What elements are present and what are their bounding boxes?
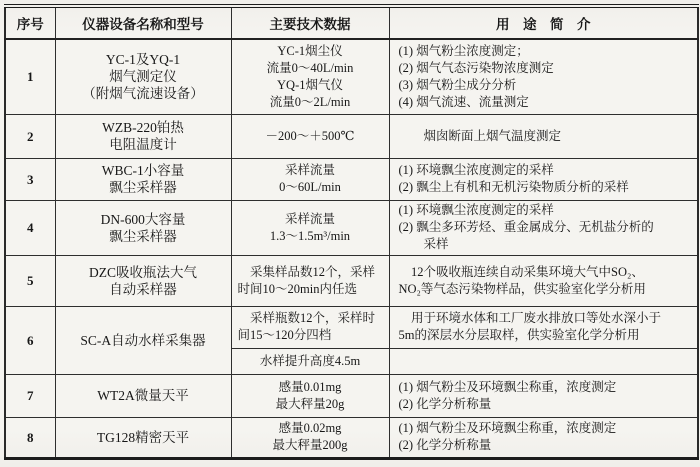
cell-line: WZB-220铂热 (102, 120, 184, 135)
row-4-name (55, 200, 231, 255)
cell-line: 0～60L/min (279, 180, 341, 194)
row-6-use (389, 306, 698, 348)
cell-line: 3 (27, 171, 34, 187)
cell-line: 采样 (398, 237, 449, 251)
cell-line: 采样流量 (284, 211, 335, 226)
cell-line: 1.3～1.5m³/min (269, 228, 351, 243)
cell-line: SC-A自动水样采集器 (80, 332, 206, 348)
cell-line: 用于环境水体和工厂废水排放口等处水深小于 (398, 311, 662, 325)
header-col-no: 序号 (5, 6, 55, 39)
row-1-name (55, 39, 231, 114)
header-col-use: 用 途 简 介 (389, 6, 698, 39)
row-5-no (5, 255, 55, 306)
cell-line: 感量0.01mg (278, 379, 342, 394)
cell-line: TG128精密天平 (96, 429, 190, 445)
cell-line: 8 (27, 429, 34, 445)
cell-line: 流量0～40L/min (266, 60, 354, 75)
cell-line: 飘尘采样器 (109, 228, 177, 244)
cell-line: 6 (27, 332, 34, 348)
cell-line: 自动采样器 (109, 281, 177, 297)
row-4-use (389, 200, 698, 255)
cell-line: (4) 烟气流速、流量测定 (398, 94, 529, 109)
table-row-8 (5, 417, 698, 458)
cell-line: 采集样品数12个，采样 (237, 264, 376, 279)
cell-line: YQ-1烟气仪 (277, 77, 343, 92)
cell-line: 最大秤量20g (275, 396, 345, 411)
cell-line: 水样提升高度4.5m (259, 353, 361, 368)
row-8-name (55, 417, 231, 458)
cell-line: (1) 烟气粉尘及环境飘尘称重，浓度测定 (398, 421, 617, 435)
cell-line: －200～＋500℃ (265, 128, 355, 143)
row-4-no (5, 200, 55, 255)
table-row-4 (5, 200, 698, 255)
cell-line: YC-1烟尘仪 (277, 43, 343, 58)
table-row-2 (5, 114, 698, 158)
cell-line: 采样流量 (284, 163, 335, 177)
row-6-name (55, 306, 231, 374)
cell-line: YC-1及YQ-1 (105, 52, 181, 68)
row-2-tech (231, 114, 389, 158)
table-row-6 (5, 306, 698, 348)
row-6-no (5, 306, 55, 374)
row-5-use (389, 255, 698, 306)
cell-line: WT2A微量天平 (97, 388, 189, 403)
cell-line: 感量0.02mg (278, 421, 342, 435)
cell-line: 2 (27, 128, 34, 144)
cell-line: (2) 化学分析称量 (398, 438, 492, 452)
cell-line: 12个吸收瓶连续自动采集环境大气中SO₂、 (398, 264, 644, 279)
header-col-name: 仪器设备名称和型号 (55, 6, 231, 39)
cell-line: 5m的深层水分层取样，供实验室化学分析用 (398, 328, 640, 342)
cell-line: (2) 飘尘多环芳烃、重金属成分、无机盐分析的 (398, 220, 654, 234)
row-4-tech (231, 200, 389, 255)
row-1-tech (231, 39, 389, 114)
row-3-no (5, 158, 55, 200)
row-8-no (5, 417, 55, 458)
cell-line: WBC-1小容量 (101, 163, 185, 178)
table-row-5 (5, 255, 698, 306)
cell-line: 1 (27, 69, 34, 85)
cell-line: (3) 烟气粉尘成分分析 (398, 77, 517, 92)
cell-line: 时间10～20min内任选 (237, 281, 357, 296)
row-6-tech-sub (231, 348, 389, 374)
table-row-1 (5, 39, 698, 114)
row-8-tech (231, 417, 389, 458)
row-1-no (5, 39, 55, 114)
row-2-name (55, 114, 231, 158)
cell-line: （附烟气流速设备） (82, 86, 204, 102)
row-2-no (5, 114, 55, 158)
row-8-use (389, 417, 698, 458)
table-row-3 (5, 158, 698, 200)
row-3-tech (231, 158, 389, 200)
row-3-use (389, 158, 698, 200)
cell-line: 烟气测定仪 (109, 69, 177, 85)
cell-line: (2) 化学分析称量 (398, 396, 492, 411)
cell-line: (1) 烟气粉尘及环境飘尘称重，浓度测定 (398, 379, 617, 394)
row-5-tech (231, 255, 389, 306)
header-col-tech: 主要技术数据 (231, 6, 389, 39)
cell-line: 5 (27, 273, 34, 288)
row-7-use (389, 374, 698, 417)
cell-line: DZC吸收瓶法大气 (89, 264, 197, 280)
row-5-name (55, 255, 231, 306)
cell-line: 烟囱断面上烟气温度测定 (398, 128, 562, 143)
cell-line: 间15～120分四档 (237, 328, 332, 342)
row-7-name (55, 374, 231, 417)
cell-line: (1) 环境飘尘浓度测定的采样 (398, 163, 554, 177)
row-3-name (55, 158, 231, 200)
cell-line: DN-600大容量 (100, 211, 186, 227)
cell-line: 飘尘采样器 (109, 180, 177, 195)
equipment-table (4, 4, 699, 460)
cell-line: (2) 飘尘上有机和无机污染物质分析的采样 (398, 180, 629, 194)
cell-line: 流量0～2L/min (269, 94, 351, 109)
row-6-tech (231, 306, 389, 348)
cell-line: 采样瓶数12个，采样时 (237, 311, 376, 325)
cell-line: 最大秤量200g (272, 438, 348, 452)
cell-line: (1) 烟气粉尘浓度测定； (398, 43, 529, 58)
cell-line: (2) 烟气气态污染物浓度测定 (398, 60, 554, 75)
cell-line: 电阻温度计 (109, 137, 177, 152)
row-2-use (389, 114, 698, 158)
row-6-use-sub (389, 348, 698, 374)
cell-line: 4 (27, 220, 34, 235)
cell-line: NO₂等气态污染物样品，供实验室化学分析用 (398, 281, 646, 296)
row-7-tech (231, 374, 389, 417)
cell-line: (1) 环境飘尘浓度测定的采样 (398, 203, 554, 217)
row-1-use (389, 39, 698, 114)
row-7-no (5, 374, 55, 417)
cell-line: 7 (27, 388, 34, 403)
table-row-7 (5, 374, 698, 417)
header-row (5, 6, 698, 39)
